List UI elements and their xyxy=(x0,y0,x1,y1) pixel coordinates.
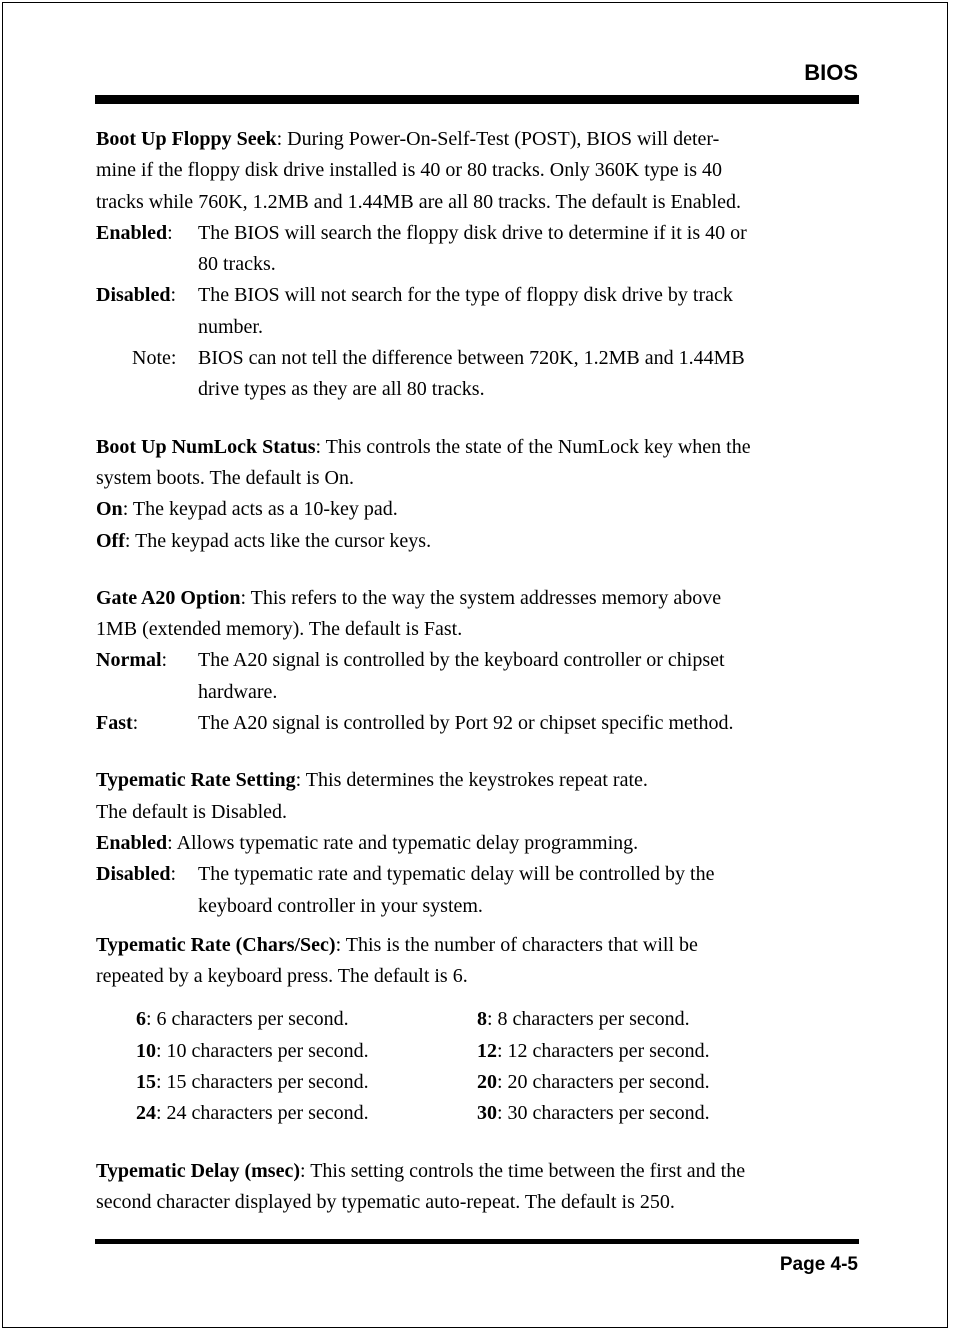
option-normal: Normal: The A20 signal is controlled by the keyboard controller or chipset hardware. xyxy=(96,649,725,703)
option-enabled: Enabled: Allows typematic rate and typematic delay programming. xyxy=(96,831,639,854)
rates-row xyxy=(136,1067,862,1098)
header-title: BIOS xyxy=(804,60,858,85)
section-title: Typematic Rate (Chars/Sec) xyxy=(96,933,336,956)
option-enabled: Enabled: The BIOS will search the floppy disk drive to determine if it is 40 or 80 tracks. xyxy=(96,221,747,276)
note-label: Note: xyxy=(132,347,177,370)
option-on: On: The keypad acts as a 10-key pad. xyxy=(96,498,398,521)
rate-item: 10: 10 characters per second. xyxy=(136,1039,369,1062)
section-typematic-setting: Typematic Rate Setting: This determines the keystrokes repeat rate. The default is Disabled. Enabled: Allows typematic rate and typematic delay programming. Disabled: The typematic rate and typematic delay will be controlled by the keyboard controller in your system. xyxy=(96,765,862,921)
section-title: Typematic Delay (msec) xyxy=(96,1159,301,1182)
rate-item: 30: 30 characters per second. xyxy=(477,1102,710,1125)
section-title: Boot Up Floppy Seek xyxy=(96,128,277,150)
rate-item: 8: 8 characters per second. xyxy=(477,1008,690,1031)
rate-item: 15: 15 characters per second. xyxy=(136,1071,369,1094)
rate-item: 6: 6 characters per second. xyxy=(136,1008,349,1031)
footer-rule xyxy=(95,1239,859,1244)
rate-item: 20: 20 characters per second. xyxy=(477,1071,710,1094)
section-title: Typematic Rate Setting xyxy=(96,769,296,792)
option-fast: Fast: The A20 signal is controlled by Port 92 or chipset specific method. xyxy=(96,712,734,735)
note: Note: BIOS can not tell the difference between 720K, 1.2MB and 1.44MB drive types as they are all 80 tracks. xyxy=(96,343,862,406)
rates-row xyxy=(136,1036,862,1067)
rates-row xyxy=(136,1098,862,1129)
section-gate-a20: Gate A20 Option: This refers to the way the system addresses memory above 1MB (extended memory). The default is Fast. Normal: The A20 signal is controlled by the keyboard controller or chipset hardware. Fast: The A20 signal is controlled by Port 92 or chipset specific method. xyxy=(96,583,862,739)
section-title: Boot Up NumLock Status xyxy=(96,435,316,458)
header-rule xyxy=(95,95,859,104)
page-content xyxy=(96,124,862,1218)
section-floppy-seek: Boot Up Floppy Seek: During Power-On-Self-Test (POST), BIOS will deter- mine if the floppy disk drive installed is 40 or 80 tracks. Only 360K type is 40 tracks while 760K, 1.2MB and 1.44MB are all 80 tracks. The default is Enabled. Enabled: The BIOS will search the floppy disk drive to determine if it is 40 or 80 tracks. Disabled: The BIOS will not search for the type of floppy disk drive by track number. Note: BIOS can not tell the difference between 720K, 1.2MB and 1.44MB drive types as they are all 80 tracks. xyxy=(96,124,862,406)
rates-row xyxy=(136,1004,862,1035)
rates-table xyxy=(136,1004,862,1129)
section-typematic-rate: Typematic Rate (Chars/Sec): This is the number of characters that will be repeated by a keyboard press. The default is 6. 6: 6 characters per second. 8: 8 characters per second. 10: 10 characters per second. 12: 12 characters per second. 15: 15 characters per second. 20: 20 characters per second. 24: 24 characters per second. 30: 30 characters per second. xyxy=(96,930,862,1130)
rate-item: 24: 24 characters per second. xyxy=(136,1102,369,1125)
section-typematic-delay: Typematic Delay (msec): This setting controls the time between the first and the second character displayed by typematic auto-repeat. The default is 250. xyxy=(96,1159,746,1213)
section-numlock: Boot Up NumLock Status: This controls the state of the NumLock key when the system boots. The default is On. On: The keypad acts as a 10-key pad. Off: The keypad acts like the cursor keys. xyxy=(96,432,862,557)
option-off: Off: The keypad acts like the cursor keys. xyxy=(96,529,432,552)
option-disabled: Disabled: The BIOS will not search for the type of floppy disk drive by track number. xyxy=(96,284,733,338)
page-number: Page 4-5 xyxy=(779,1254,858,1275)
option-disabled: Disabled: The typematic rate and typematic delay will be controlled by the keyboard controller in your system. xyxy=(96,863,715,917)
rate-item: 12: 12 characters per second. xyxy=(477,1039,710,1062)
section-title: Gate A20 Option xyxy=(96,586,241,609)
